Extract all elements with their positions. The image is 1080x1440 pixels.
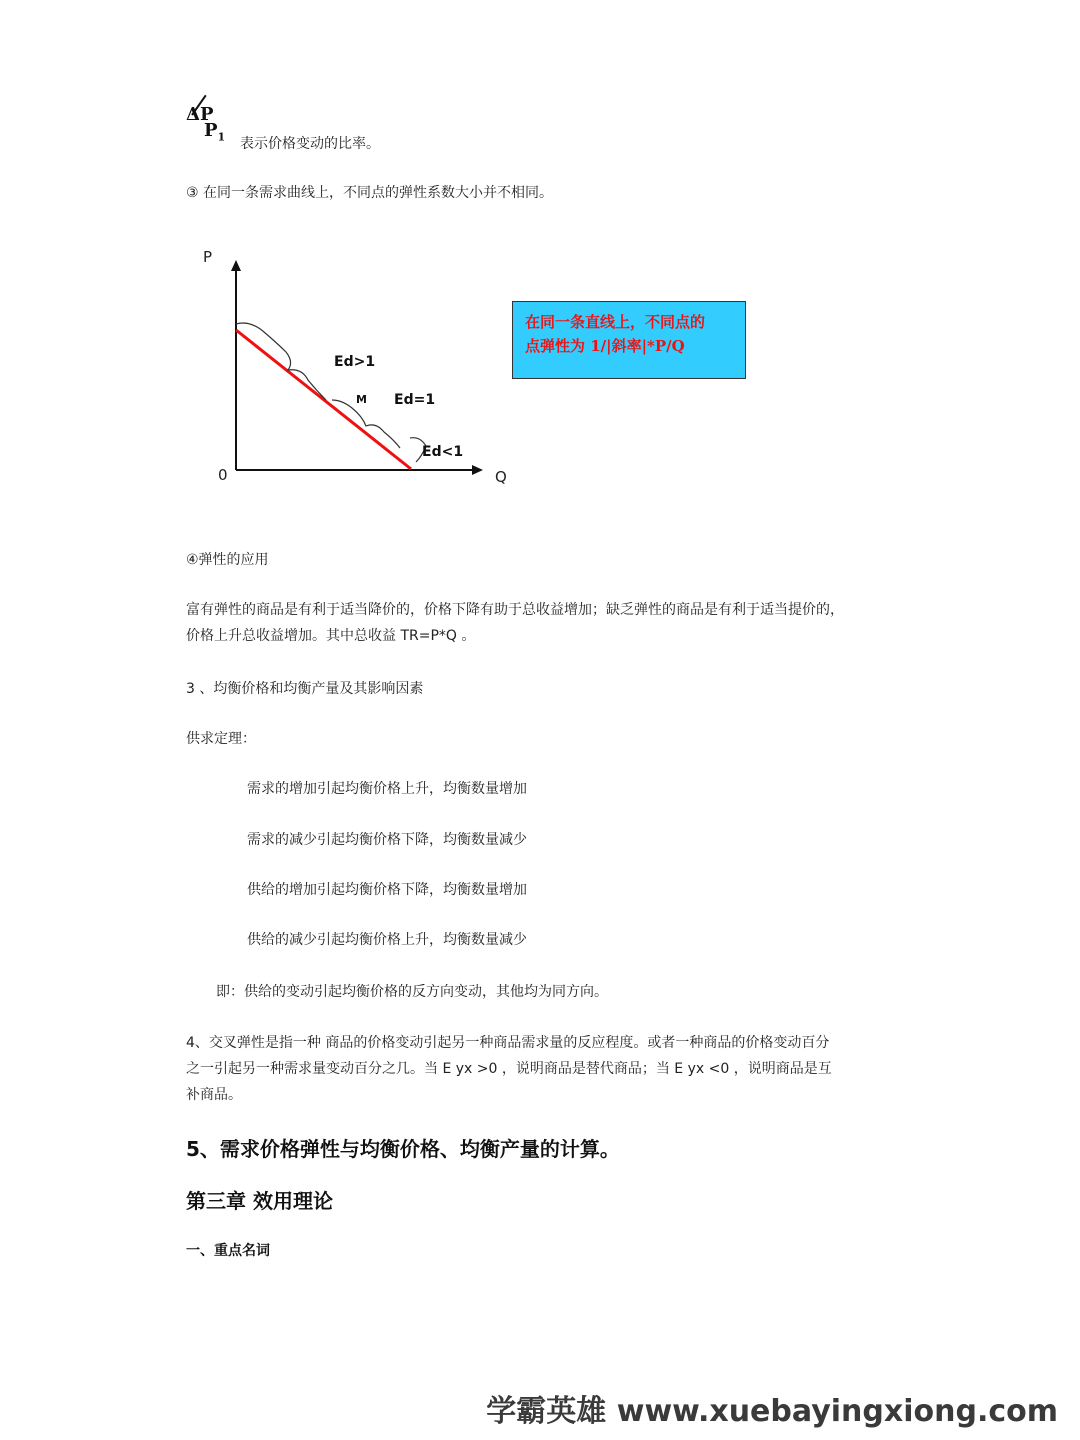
formula-numerator: ΔP: [186, 104, 214, 125]
cross-line-3: 补商品。: [186, 1087, 242, 1103]
application-line-1: 富有弹性的商品是有利于适当降价的，价格下降有助于总收益增加；缺乏弹性的商品是有利于适当提价的，: [186, 602, 844, 618]
origin-label: 0: [218, 466, 228, 484]
point-3-text: ③ 在同一条需求曲线上，不同点的弹性系数大小并不相同。: [186, 185, 553, 201]
subheading-key-terms: 一、重点名词: [186, 1243, 270, 1259]
application-paragraph: [186, 597, 906, 649]
cross-elasticity-paragraph: [186, 1030, 906, 1108]
label-ed-greater: Ed>1: [334, 354, 376, 370]
demand-line: [236, 330, 411, 469]
axis-p-label: P: [203, 248, 213, 266]
law-summary: 即：供给的变动引起均衡价格的反方向变动，其他均为同方向。: [216, 984, 608, 1000]
axis-q-label: Q: [495, 468, 507, 486]
x-axis-arrow: [472, 465, 483, 475]
callout-line-2: 点弹性为 1/|斜率|*P/Q: [525, 337, 685, 355]
law-item: 供给的增加引起均衡价格下降，均衡数量增加: [247, 882, 527, 898]
cross-line-1: 4、交叉弹性是指一种 商品的价格变动引起另一种商品需求量的反应程度。或者一种商品的价格变动百分: [186, 1035, 830, 1051]
application-line-2: 价格上升总收益增加。其中总收益 TR=P*Q 。: [186, 628, 476, 644]
formula-caption: 表示价格变动的比率。: [240, 136, 380, 152]
brace-ed-equal: [332, 400, 400, 448]
section-3-heading: 3 、均衡价格和均衡产量及其影响因素: [186, 681, 424, 697]
formula-denominator: $P_1$: [204, 120, 226, 144]
label-midpoint-m: M: [356, 393, 367, 406]
law-item: 需求的减少引起均衡价格下降，均衡数量减少: [247, 832, 527, 848]
elasticity-demand-graph: [190, 240, 530, 500]
brace-ed-greater: [236, 323, 326, 400]
law-item: 需求的增加引起均衡价格上升，均衡数量增加: [247, 781, 527, 797]
cross-line-2: 之一引起另一种需求量变动百分之几。当 E yx >0 ，说明商品是替代商品；当 E yx <0 ，说明商品是互: [186, 1061, 832, 1077]
label-ed-less: Ed<1: [422, 444, 464, 460]
point-4-heading: ④弹性的应用: [186, 552, 269, 568]
chapter-title: 第三章 效用理论: [186, 1189, 333, 1213]
callout-line-1: 在同一条直线上，不同点的: [525, 313, 706, 331]
y-axis-arrow: [231, 260, 241, 271]
law-item: 供给的减少引起均衡价格上升，均衡数量减少: [247, 932, 527, 948]
law-title: 供求定理：: [186, 731, 256, 747]
heading-5: 5、需求价格弹性与均衡价格、均衡产量的计算。: [186, 1137, 620, 1161]
label-ed-equal: Ed=1: [394, 392, 436, 408]
elasticity-callout-box: [512, 301, 746, 379]
formula-delta-p-over-p1: [186, 104, 246, 148]
footer-watermark: 学霸英雄 www.xuebayingxiong.com: [486, 1394, 1058, 1429]
